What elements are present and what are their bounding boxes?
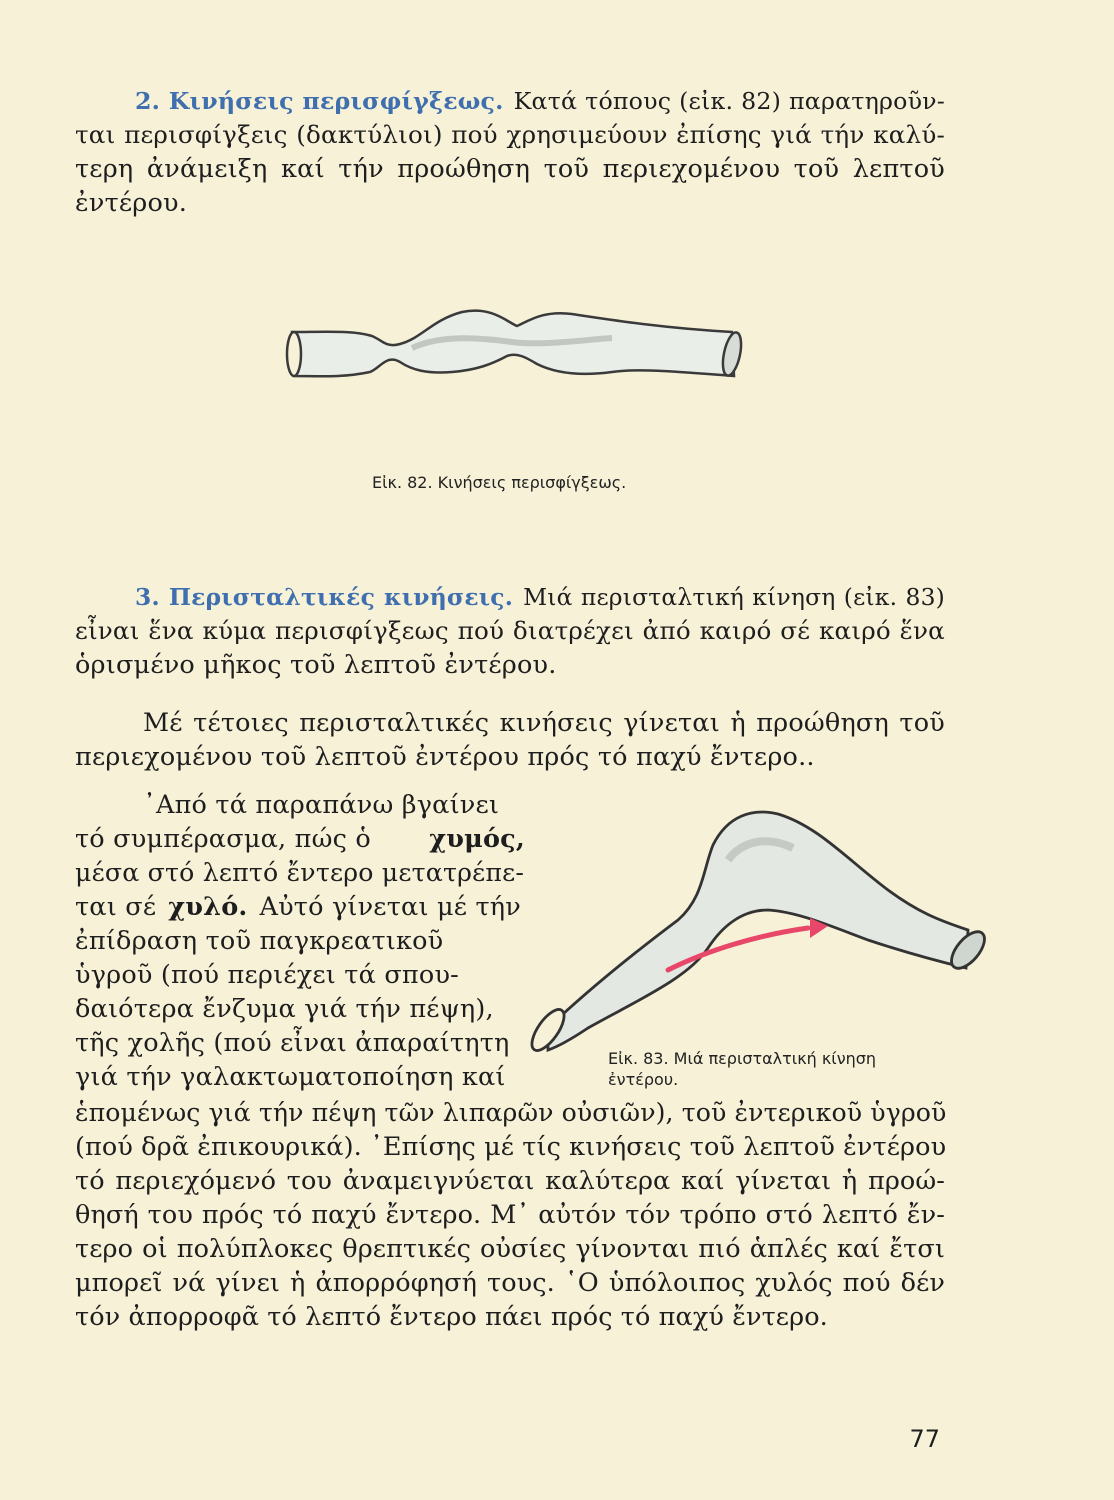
section-2-paragraph — [75, 84, 945, 220]
section-2-line-2: ται περισφίγξεις (δακτύλιοι) πού χρησιμεύουν ἐπίσης γιά τήν καλύ- — [75, 120, 945, 149]
p3-line-3: μέσα στό λεπτό ἔντερο μετατρέπε- — [75, 858, 525, 887]
page-number: 77 — [909, 1425, 940, 1453]
figure-82-caption: Εἰκ. 82. Κινήσεις περισφίγξεως. — [372, 473, 627, 492]
figure-82-intestine-illustration — [282, 298, 752, 388]
p3-full-line-6: μπορεῖ νά γίνει ἡ ἀπορρόφησή τους. ῾Ο ὑπόλοιπος χυλός πού δέν — [75, 1268, 945, 1298]
p3-line-6: ὑγροῦ (πού περιέχει τά σπου- — [75, 960, 459, 990]
paragraph-2 — [75, 706, 945, 774]
p3-line-2: τό συμπέρασμα, πώς ὁ χυμός, — [75, 824, 525, 854]
intestine-left-opening — [287, 332, 301, 376]
p3-full-line-5: τερο οἱ πολύπλοκες θρεπτικές οὐσίες γίνονται πιό ἁπλές καί ἔτσι — [75, 1234, 945, 1264]
section-2-line-3: τερη ἀνάμειξη καί τήν προώθηση τοῦ περιεχομένου τοῦ λεπτοῦ — [75, 154, 945, 184]
p3-line-4: ται σέ χυλό. Αὐτό γίνεται μέ τήν — [75, 892, 521, 922]
p3-full-line-1: ἑπομένως γιά τήν πέψη τῶν λιπαρῶν οὐσιῶν), τοῦ ἐντερικοῦ ὑγροῦ — [75, 1098, 947, 1127]
p3-full-line-3: τό περιεχόμενό του ἀναμειγνύεται καλύτερα καί γίνεται ἡ προώ- — [75, 1166, 945, 1196]
figure-83-caption-line-2: ἐντέρου. — [608, 1070, 679, 1089]
p3-full-line-2: (πού δρᾶ ἐπικουρικά). ᾿Επίσης μέ τίς κινήσεις τοῦ λεπτοῦ ἐντέρου — [75, 1132, 947, 1162]
bent-intestine-outline — [548, 812, 968, 1050]
section-2-line-4: ἐντέρου. — [75, 188, 188, 218]
p3-line-9: γιά τήν γαλακτωματοποίηση καί — [75, 1062, 506, 1092]
p3-full-line-4: θησή του πρός τό παχύ ἔντερο. Μ᾿ αὐτόν τόν τρόπο στό λεπτό ἔν- — [75, 1200, 945, 1230]
p3-line-8: τῆς χολῆς (πού εἶναι ἀπαραίτητη — [75, 1028, 510, 1058]
p3-line-5: ἐπίδραση τοῦ παγκρεατικοῦ — [75, 926, 444, 956]
paragraph-3-wrapped — [75, 788, 525, 1094]
paragraph-3-continuation — [75, 1096, 945, 1334]
section-2-line-1: 2. Κινήσεις περισφίγξεως. Κατά τόπους (εἰκ. 82) παρατηροῦν- — [135, 87, 945, 115]
figure-83-intestine-illustration — [528, 800, 988, 1060]
section-2-heading: 2. Κινήσεις περισφίγξεως. — [135, 87, 504, 115]
p3-line-7: δαιότερα ἔνζυμα γιά τήν πέψη), — [75, 994, 494, 1024]
p3-full-line-7: τόν ἀπορροφᾶ τό λεπτό ἔντερο πάει πρός τό παχύ ἔντερο. — [75, 1302, 828, 1332]
section-3-heading: 3. Περισταλτικές κινήσεις. — [135, 583, 514, 611]
paragraph-2-line-1: Μέ τέτοιες περισταλτικές κινήσεις γίνεται ἡ προώθηση τοῦ — [143, 708, 945, 738]
term-chymos: χυμός, — [429, 824, 525, 854]
figure-83-caption-line-1: Εἰκ. 83. Μιά περισταλτική κίνηση — [608, 1049, 877, 1068]
p3-line-1: ᾿Από τά παραπάνω βγαίνει — [143, 790, 500, 820]
section-3-line-2: εἶναι ἕνα κύμα περισφίγξεως πού διατρέχει ἀπό καιρό σέ καιρό ἕνα — [75, 616, 945, 645]
section-3-line-3: ὁρισμένο μῆκος τοῦ λεπτοῦ ἐντέρου. — [75, 650, 557, 680]
term-chylo: χυλό. — [168, 892, 248, 922]
paragraph-2-line-2: περιεχομένου τοῦ λεπτοῦ ἐντέρου πρός τό παχύ ἔντερο.. — [75, 742, 815, 772]
section-3-line-1: 3. Περισταλτικές κινήσεις. Μιά περισταλτική κίνηση (εἰκ. 83) — [135, 583, 946, 611]
figure-83-caption — [608, 1048, 876, 1090]
section-3-paragraph — [75, 580, 945, 682]
